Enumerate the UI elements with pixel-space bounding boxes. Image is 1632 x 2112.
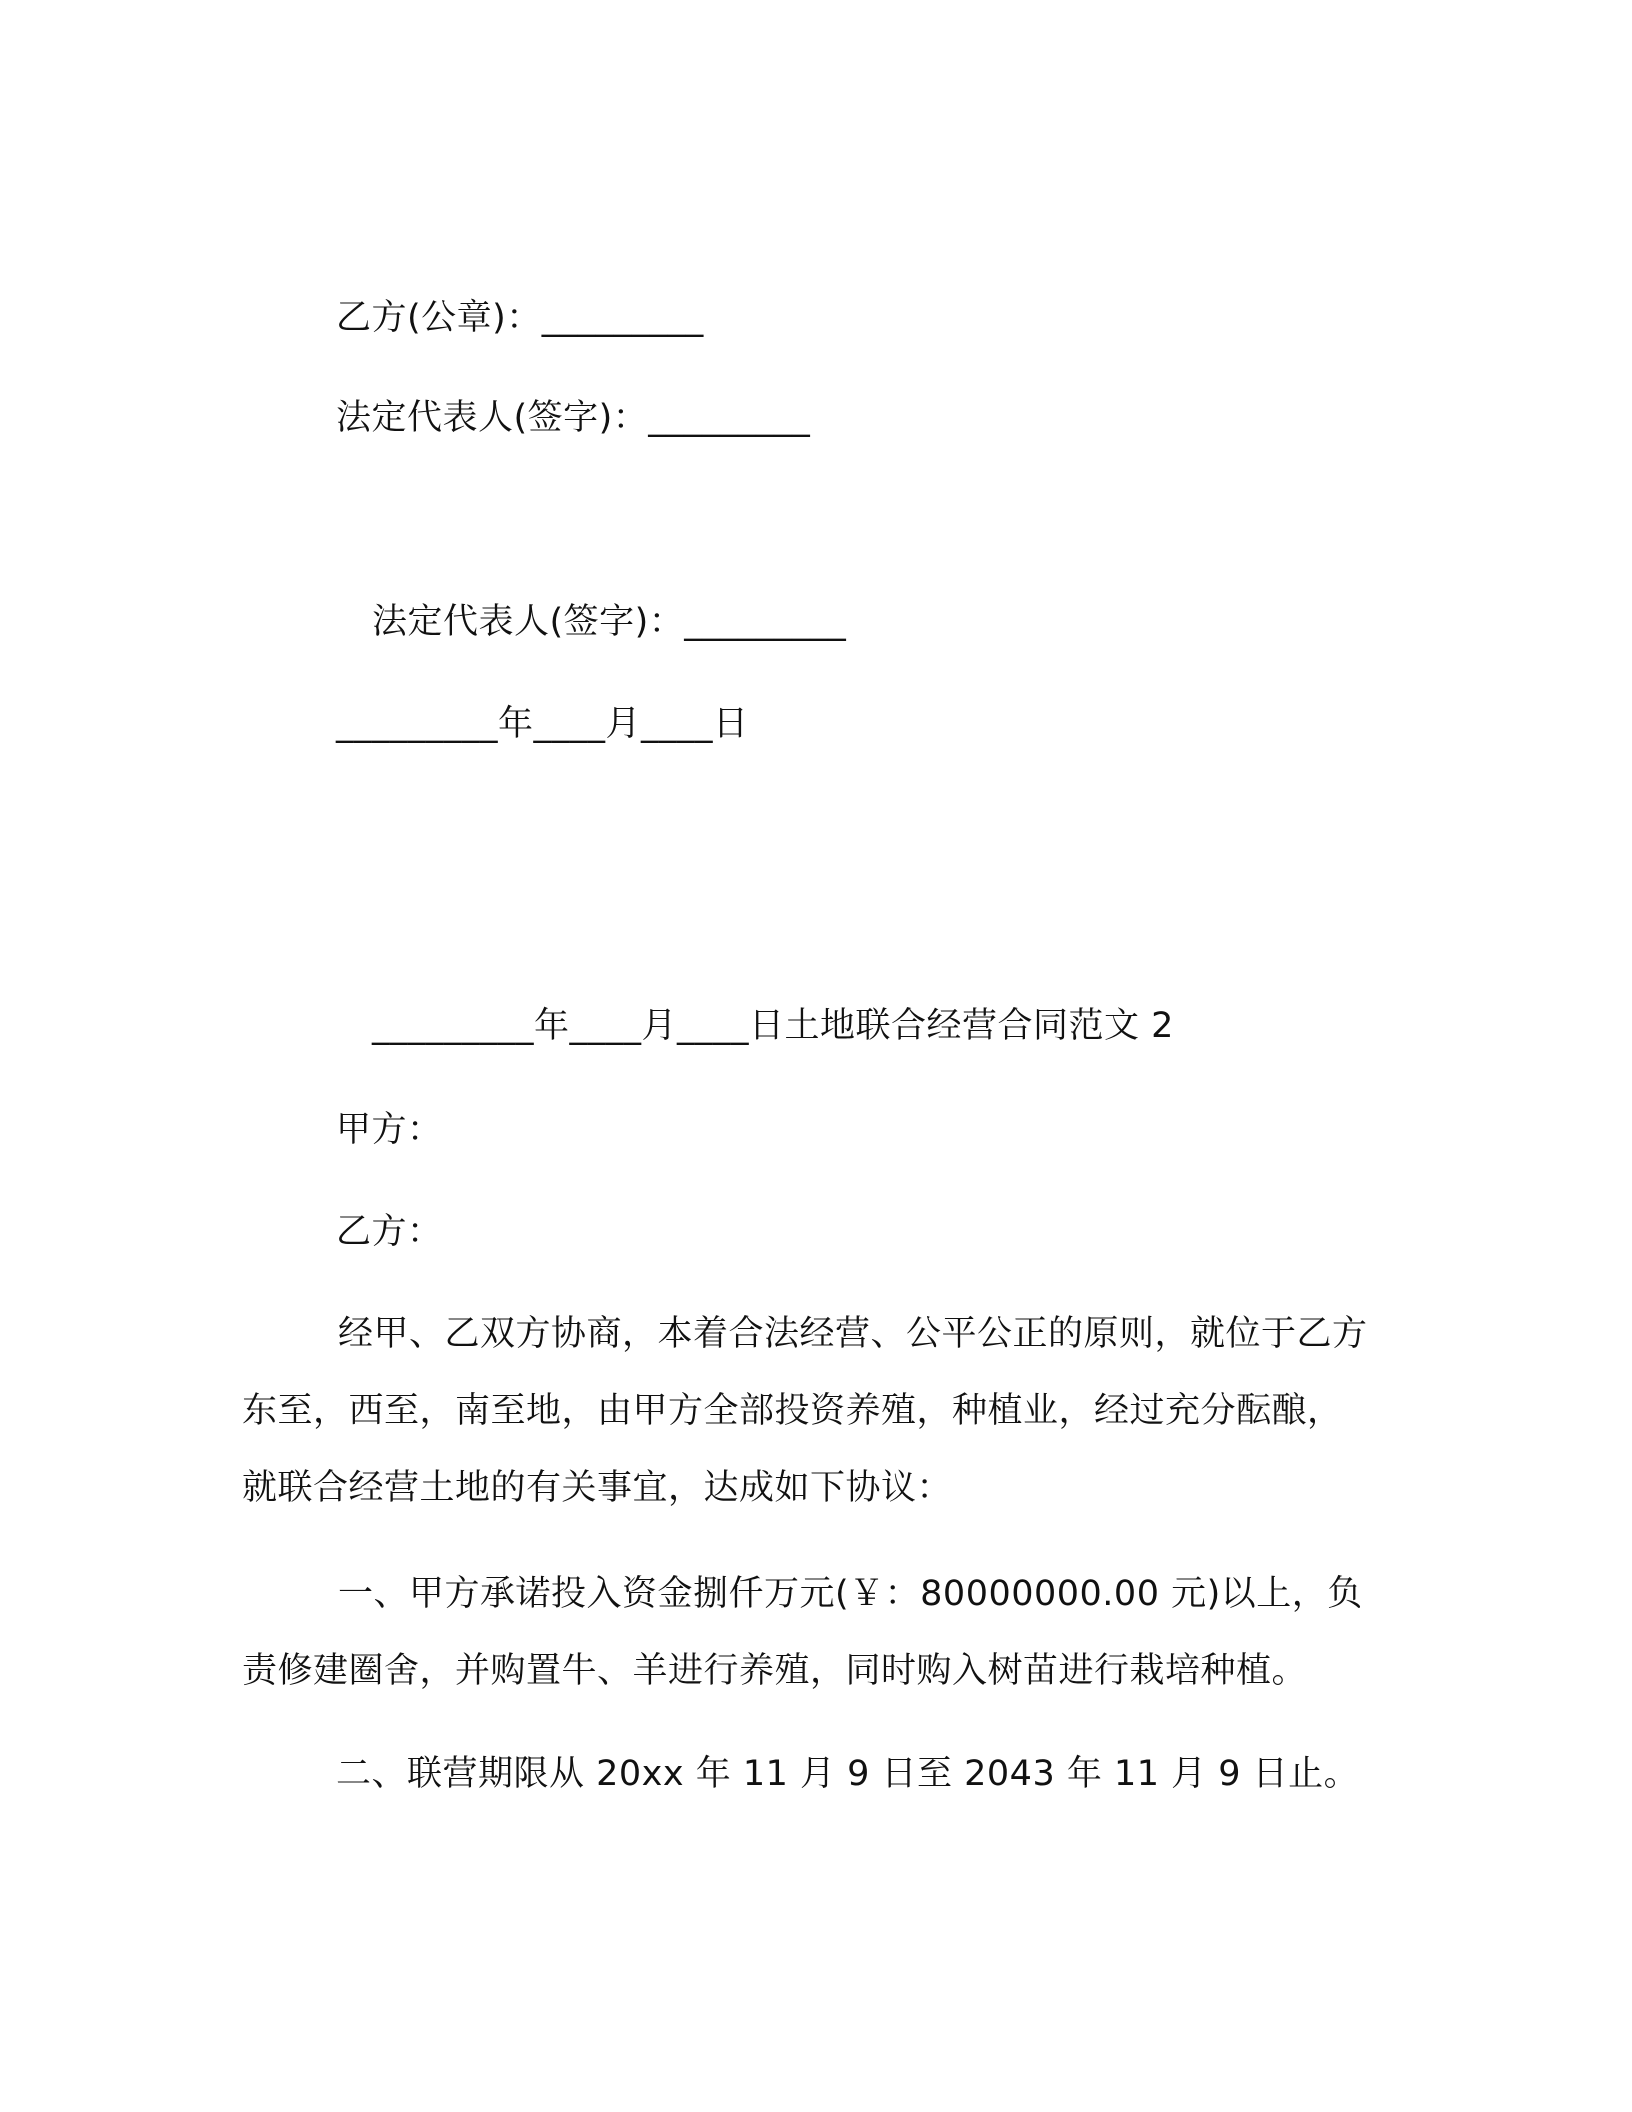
party-b-seal-line: 乙方(公章)：_________ [336,298,704,338]
contract-title: _________年____月____日土地联合经营合同范文 2 [372,1006,1174,1046]
signature-date-line: _________年____月____日 [336,704,749,744]
party-a-label: 甲方： [336,1110,443,1150]
clause-2-paragraph: 二、联营期限从 20xx 年 11 月 9 日至 2043 年 11 月 9 日止。 [336,1754,1360,1794]
legal-representative-signature-line: 法定代表人(签字)：_________ [336,398,811,438]
intro-paragraph: 经甲、乙双方协商，本着合法经营、公平公正的原则，就位于乙方东至，西至，南至地，由甲方全部投资养殖，种植业，经过充分酝酿，就联合经营土地的有关事宜，达成如下协议： [242,1314,1368,1508]
party-b-label: 乙方： [336,1212,443,1252]
clause-1-paragraph: 一、甲方承诺投入资金捌仟万元(￥：80000000.00 元)以上，负责修建圈舍，并购置牛、羊进行养殖，同时购入树苗进行栽培种植。 [242,1574,1363,1691]
legal-representative-signature-line: 法定代表人(签字)：_________ [372,602,847,642]
